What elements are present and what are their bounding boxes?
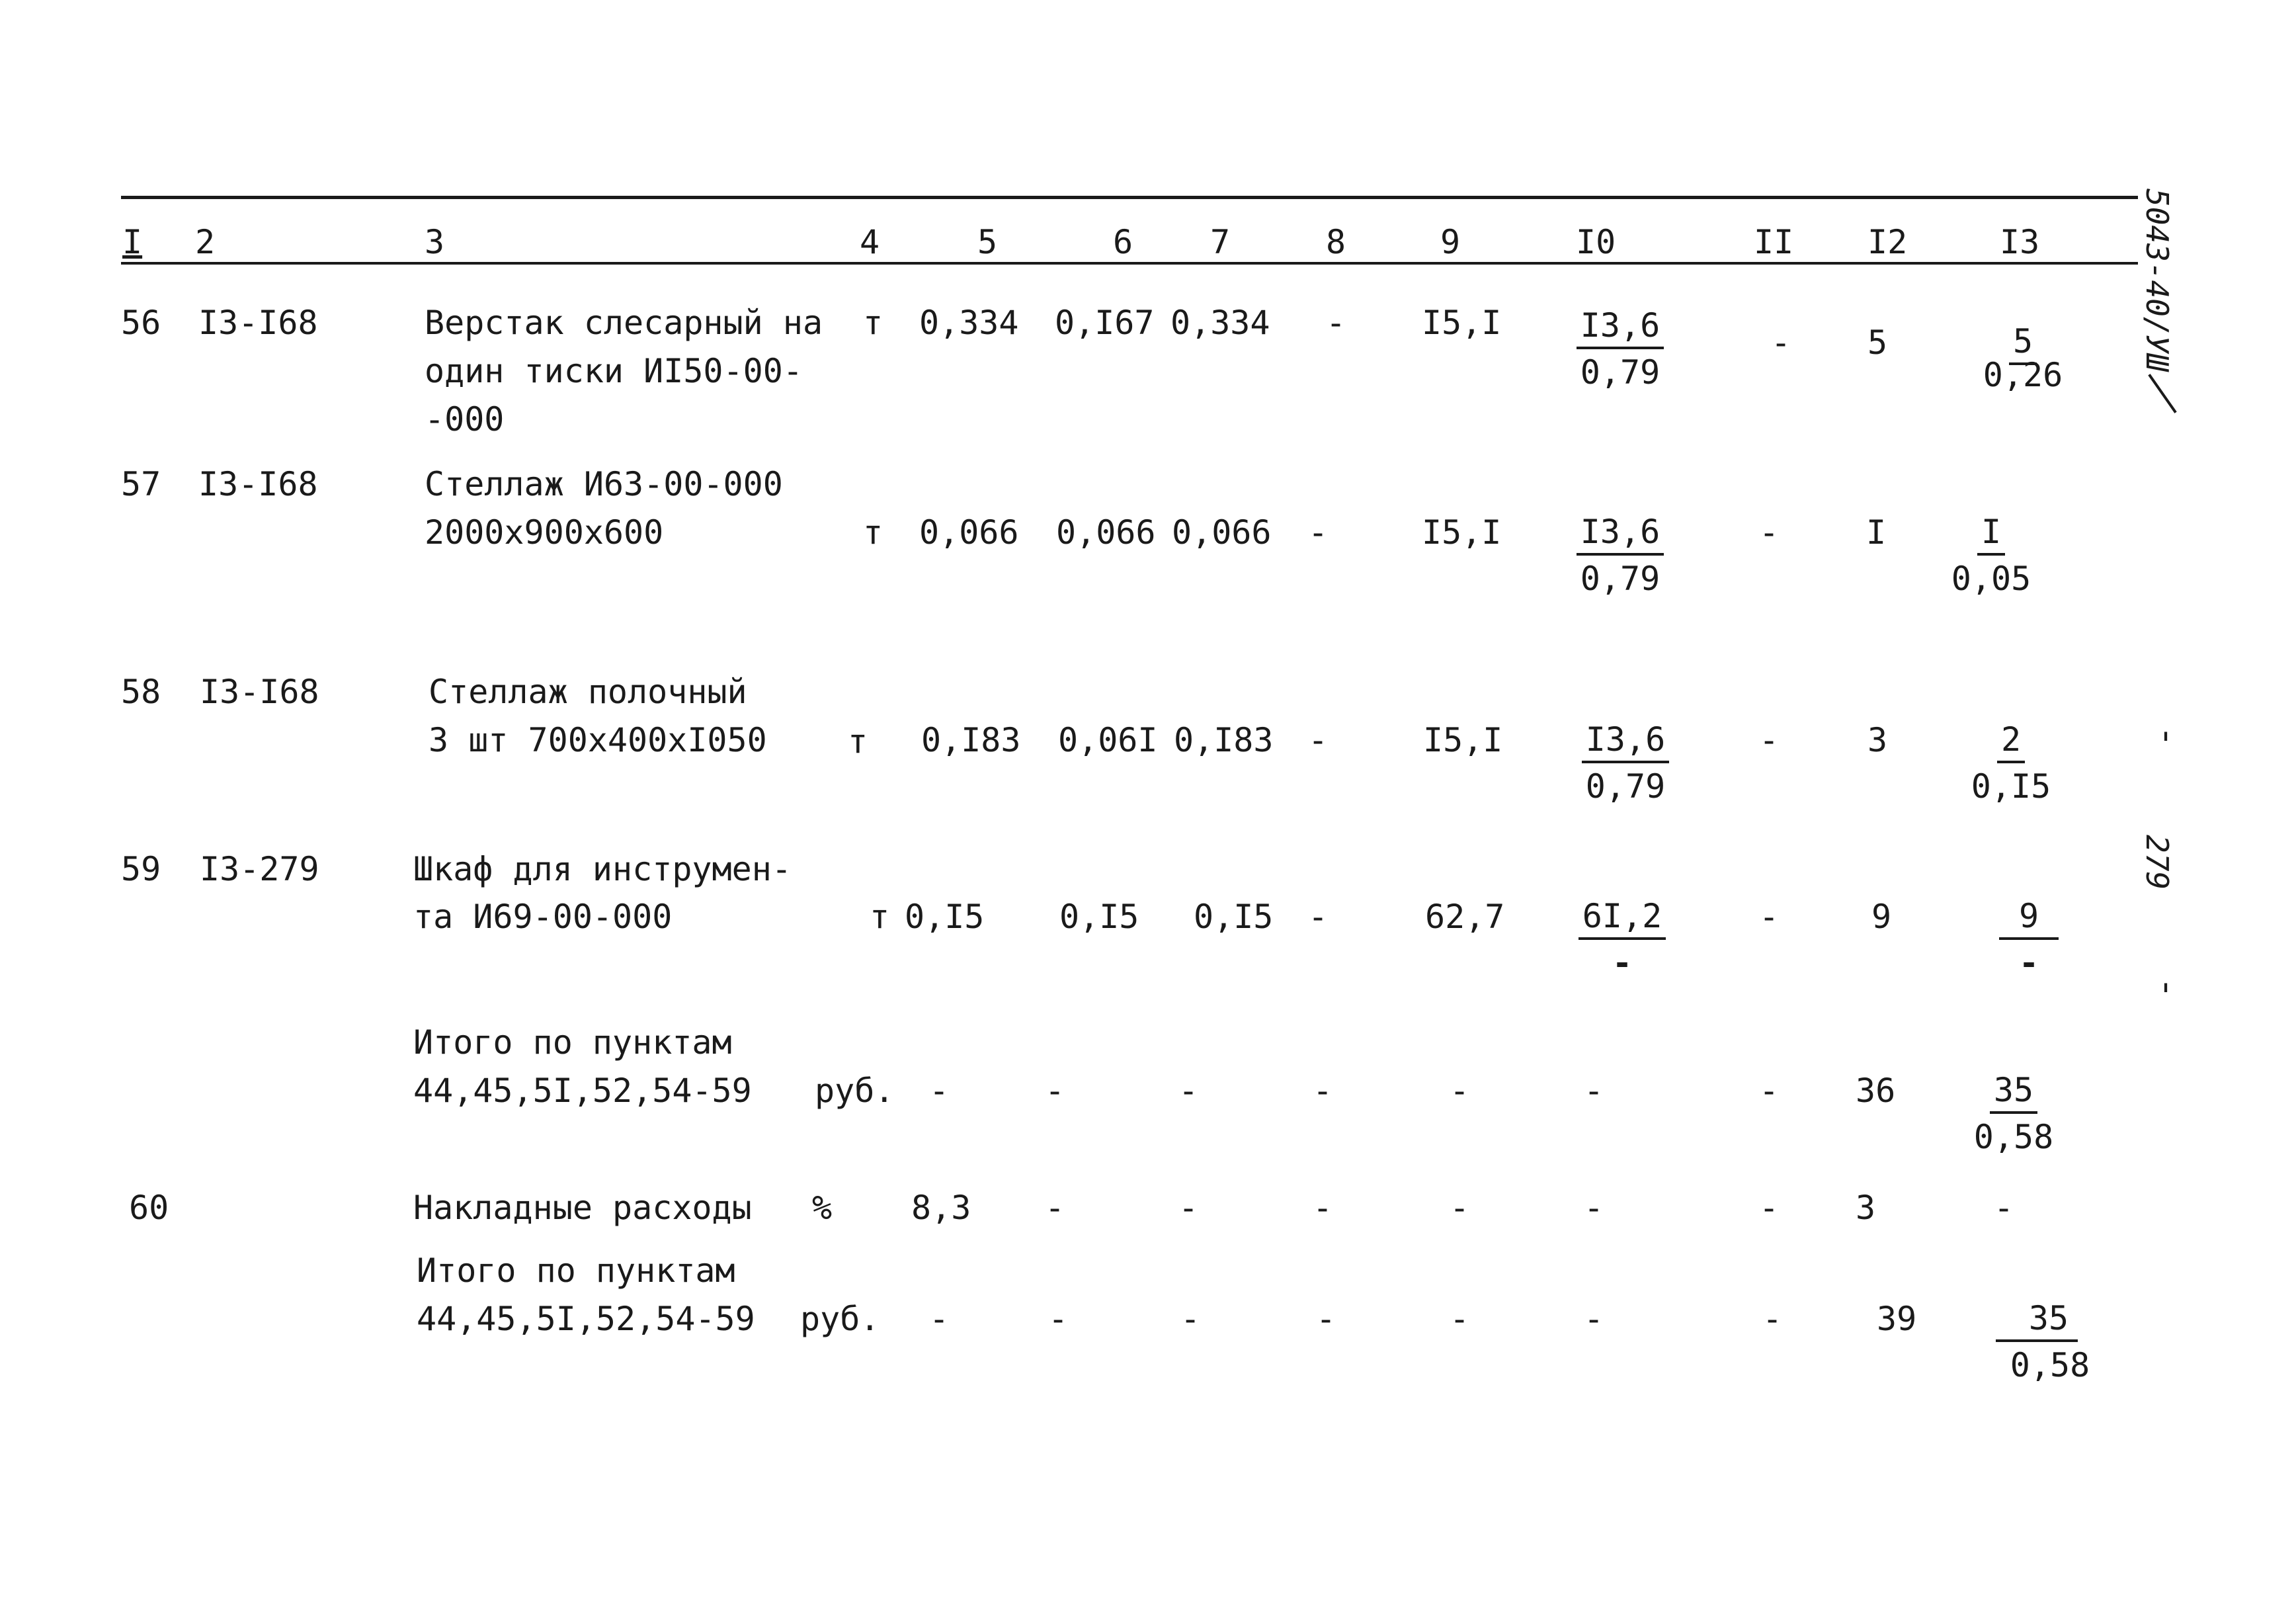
col8-value: - bbox=[1308, 513, 1329, 552]
dash-col11: - bbox=[1759, 1189, 1780, 1227]
fraction-numerator: 5 bbox=[2009, 320, 2037, 365]
dash-col11: - bbox=[1762, 1300, 1783, 1338]
col9-value: I5,I bbox=[1423, 721, 1503, 759]
col5-value: 0,066 bbox=[919, 513, 1019, 552]
col-header-1: I bbox=[122, 223, 143, 261]
col-header-13: I3 bbox=[2000, 223, 2040, 261]
col11-value: - bbox=[1759, 721, 1780, 759]
dash-col11: - bbox=[1759, 1072, 1780, 1110]
col8-value: - bbox=[1308, 898, 1329, 936]
dash-col7: - bbox=[1180, 1300, 1201, 1338]
fraction-numerator: I3,6 bbox=[1582, 718, 1669, 763]
row-number: 59 bbox=[121, 850, 161, 888]
margin-slash bbox=[2148, 374, 2176, 413]
fraction-denominator: - bbox=[2018, 944, 2039, 982]
col13-fraction bbox=[1964, 1066, 2063, 1160]
unit: т bbox=[870, 898, 890, 936]
unit: т bbox=[848, 722, 868, 761]
col11-value: - bbox=[1759, 898, 1780, 936]
col5-value: 0,334 bbox=[919, 304, 1019, 342]
col5-value: 8,3 bbox=[911, 1189, 971, 1227]
col7-value: 0,334 bbox=[1170, 304, 1270, 342]
fraction-denominator: 0,79 bbox=[1580, 353, 1660, 392]
col13-fraction bbox=[1942, 508, 2041, 602]
col-header-4: 4 bbox=[860, 223, 880, 261]
norm-code: I3-I68 bbox=[200, 673, 319, 711]
item-name-line: Стеллаж И63-00-000 bbox=[425, 465, 783, 503]
dash-col9: - bbox=[1450, 1189, 1470, 1227]
col-header-7: 7 bbox=[1210, 223, 1231, 261]
col12-value: 9 bbox=[1871, 898, 1892, 936]
item-name-line: один тиски ИI50-00- bbox=[425, 352, 803, 390]
row-number: 57 bbox=[121, 465, 161, 503]
fraction-denominator: 0,79 bbox=[1580, 560, 1660, 598]
norm-code: I3-I68 bbox=[198, 304, 318, 342]
row-number: 56 bbox=[121, 304, 161, 342]
dash-col5: - bbox=[929, 1072, 950, 1110]
fraction-denominator: 0,05 bbox=[1951, 560, 2031, 598]
row-number: 60 bbox=[129, 1189, 169, 1227]
dash-col10: - bbox=[1584, 1072, 1604, 1110]
dash-col8: - bbox=[1313, 1189, 1333, 1227]
col-header-2: 2 bbox=[195, 223, 216, 261]
fraction-denominator: 0,58 bbox=[2010, 1346, 2090, 1384]
norm-code: I3-279 bbox=[200, 850, 319, 888]
col12-value: 3 bbox=[1867, 721, 1888, 759]
col10-fraction bbox=[1573, 716, 1678, 810]
margin-tick: ' bbox=[2156, 726, 2176, 764]
fraction-numerator: I bbox=[1977, 511, 2005, 556]
item-name-line: Накладные расходы bbox=[413, 1189, 752, 1227]
fraction-numerator: I3,6 bbox=[1577, 304, 1664, 349]
dash-col10: - bbox=[1584, 1189, 1604, 1227]
fraction-denominator: - bbox=[1612, 944, 1633, 982]
col5-value: 0,I5 bbox=[905, 898, 985, 936]
fraction-denominator: 0,I5 bbox=[1971, 767, 2051, 806]
col10-fraction bbox=[1573, 892, 1672, 986]
item-name-line: 2000x900x600 bbox=[425, 513, 664, 552]
dash-col6: - bbox=[1045, 1189, 1065, 1227]
dash-col8: - bbox=[1313, 1072, 1333, 1110]
col8-value: - bbox=[1308, 721, 1329, 759]
col-header-6: 6 bbox=[1113, 223, 1133, 261]
col6-value: 0,I5 bbox=[1059, 898, 1139, 936]
col6-value: 0,06I bbox=[1058, 721, 1158, 759]
table-top-rule bbox=[121, 196, 2138, 199]
col7-value: 0,066 bbox=[1172, 513, 1272, 552]
col-header-10: I0 bbox=[1576, 223, 1616, 261]
total-label-line: 44,45,5I,52,54-59 bbox=[413, 1072, 752, 1110]
fraction-numerator: 35 bbox=[1990, 1069, 2037, 1114]
col5-value: 0,I83 bbox=[921, 721, 1021, 759]
dash-col9: - bbox=[1450, 1072, 1470, 1110]
item-name-line: Шкаф для инструмен- bbox=[413, 850, 792, 888]
page-number-vertical: 279 bbox=[2139, 835, 2175, 890]
col13-fraction bbox=[1983, 892, 2075, 986]
col8-value: - bbox=[1326, 304, 1346, 342]
fraction-denominator: 0,26 bbox=[1983, 356, 2063, 394]
dash-col7: - bbox=[1178, 1189, 1199, 1227]
item-name-line: Стеллаж полочный bbox=[429, 673, 747, 711]
dash-col7: - bbox=[1178, 1072, 1199, 1110]
col9-value: 62,7 bbox=[1425, 898, 1505, 936]
fraction-numerator: 35 bbox=[1996, 1297, 2078, 1342]
total-label-line: Итого по пунктам bbox=[413, 1023, 732, 1062]
item-name-line: Верстак слесарный на bbox=[425, 304, 823, 342]
col13-fraction bbox=[1973, 317, 2072, 398]
dash-col9: - bbox=[1450, 1300, 1470, 1338]
fraction-denominator: 0,58 bbox=[1973, 1118, 2054, 1156]
col9-value: I5,I bbox=[1422, 304, 1502, 342]
fraction-numerator: I3,6 bbox=[1577, 511, 1664, 556]
dash-col6: - bbox=[1048, 1300, 1069, 1338]
total-label-line: 44,45,5I,52,54-59 bbox=[417, 1300, 755, 1338]
item-name-line: 3 шт 700x400xI050 bbox=[429, 721, 767, 759]
dash-col10: - bbox=[1584, 1300, 1604, 1338]
col11-value: - bbox=[1759, 513, 1780, 552]
col7-value: 0,I5 bbox=[1194, 898, 1274, 936]
dash-col8: - bbox=[1316, 1300, 1336, 1338]
fraction-numerator: 9 bbox=[1999, 895, 2059, 940]
unit: руб. bbox=[815, 1072, 895, 1110]
col11-value: - bbox=[1771, 323, 1791, 362]
unit: % bbox=[812, 1189, 833, 1227]
row-number: 58 bbox=[121, 673, 161, 711]
col13-fraction bbox=[1977, 1294, 2096, 1388]
col-header-9: 9 bbox=[1440, 223, 1461, 261]
unit: т bbox=[863, 513, 883, 552]
col-header-3: 3 bbox=[425, 223, 445, 261]
col10-fraction bbox=[1571, 508, 1670, 602]
col-header-5: 5 bbox=[977, 223, 998, 261]
margin-tick: ' bbox=[2156, 977, 2176, 1015]
item-name-line: -000 bbox=[425, 400, 505, 439]
col13-fraction bbox=[1961, 716, 2061, 810]
col12-value: 5 bbox=[1867, 323, 1888, 362]
col10-fraction bbox=[1571, 302, 1670, 396]
col12-value: 3 bbox=[1856, 1189, 1876, 1227]
col12-value: 39 bbox=[1877, 1300, 1917, 1338]
col13-value: - bbox=[1994, 1189, 2014, 1227]
col6-value: 0,I67 bbox=[1055, 304, 1155, 342]
fraction-numerator: 6I,2 bbox=[1578, 895, 1666, 940]
col9-value: I5,I bbox=[1422, 513, 1502, 552]
item-name-line: та И69-00-000 bbox=[413, 898, 673, 936]
dash-col6: - bbox=[1045, 1072, 1065, 1110]
col-header-11: II bbox=[1754, 223, 1794, 261]
col12-value: 36 bbox=[1856, 1072, 1896, 1110]
norm-code: I3-I68 bbox=[198, 465, 318, 503]
col-header-12: I2 bbox=[1867, 223, 1908, 261]
unit: т bbox=[863, 304, 883, 342]
document-code-vertical: 5043-40/УШ bbox=[2139, 189, 2175, 372]
unit: руб. bbox=[800, 1300, 880, 1338]
col6-value: 0,066 bbox=[1056, 513, 1156, 552]
dash-col5: - bbox=[929, 1300, 950, 1338]
col-header-8: 8 bbox=[1326, 223, 1346, 261]
col7-value: 0,I83 bbox=[1174, 721, 1274, 759]
col12-value: I bbox=[1866, 513, 1887, 552]
total-label-line: Итого по пунктам bbox=[417, 1251, 735, 1290]
fraction-denominator: 0,79 bbox=[1585, 767, 1666, 806]
fraction-numerator: 2 bbox=[1997, 718, 2025, 763]
